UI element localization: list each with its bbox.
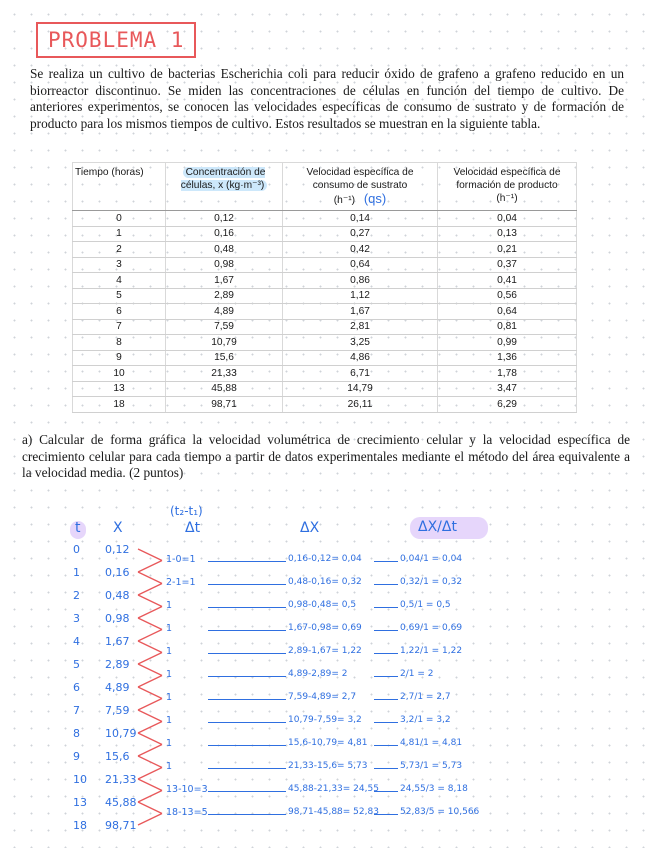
t-value: 2 xyxy=(73,589,80,602)
header-dt: Δt xyxy=(185,520,201,536)
t-value: 7 xyxy=(73,704,80,717)
table-cell: 9 xyxy=(73,350,166,366)
table-cell: 1 xyxy=(73,226,166,242)
zigzag-line xyxy=(138,607,162,619)
zigzag-line xyxy=(138,641,162,653)
table-cell: 0,37 xyxy=(438,257,577,273)
table-cell: 4 xyxy=(73,273,166,289)
table-cell: 0,56 xyxy=(438,288,577,304)
t-value: 5 xyxy=(73,658,80,671)
table-cell: 1,67 xyxy=(166,273,283,289)
table-cell: 0,42 xyxy=(283,242,438,258)
dt-value: 1-0=1 xyxy=(166,553,196,565)
zigzag-line xyxy=(138,653,162,665)
problem-statement: Se realiza un cultivo de bacterias Escherichia coli para reducir óxido de grafeno a grafeno reducido en un biorreactor discontinuo. Se miden las concentraciones de células en función del tiempo de cultivo. De anteriores experimentos, se conocen las velocidades específicas de consumo de sustrato y de formación de producto para los mismos tiempos de cultivo. Estos resultados se muestran en la siguiente tabla. xyxy=(30,66,624,131)
dt-value: 1 xyxy=(166,760,173,772)
x-value: 21,33 xyxy=(105,773,137,786)
table-cell: 14,79 xyxy=(283,381,438,397)
table-cell: 98,71 xyxy=(166,397,283,413)
x-value: 98,71 xyxy=(105,819,137,832)
zigzag-line xyxy=(138,745,162,757)
x-value: 15,6 xyxy=(105,750,130,763)
table-cell: 6 xyxy=(73,304,166,320)
table-cell: 10 xyxy=(73,366,166,382)
dx-value: 2,89-1,67= 1,22 xyxy=(288,645,362,656)
table-cell: 0,98 xyxy=(166,257,283,273)
table-cell: 0,99 xyxy=(438,335,577,351)
ratio-value: 0,32/1 = 0,32 xyxy=(400,576,463,587)
table-cell: 1,78 xyxy=(438,366,577,382)
zigzag-line xyxy=(138,595,162,607)
zigzag-line xyxy=(138,664,162,676)
dx-value: 1,67-0,98= 0,69 xyxy=(288,622,362,633)
x-value: 0,98 xyxy=(105,612,130,625)
table-cell: 1,67 xyxy=(283,304,438,320)
t-value: 3 xyxy=(73,612,80,625)
table-cell: 6,29 xyxy=(438,397,577,413)
dx-value: 0,98-0,48= 0,5 xyxy=(288,599,357,610)
table-cell: 0,48 xyxy=(166,242,283,258)
x-value: 7,59 xyxy=(105,704,130,717)
header-t: t xyxy=(75,520,81,536)
table-cell: 5 xyxy=(73,288,166,304)
header-dt-note: (t₂-t₁) xyxy=(170,504,203,518)
table-cell: 0,04 xyxy=(438,211,577,227)
table-cell: 0,21 xyxy=(438,242,577,258)
ratio-value: 2/1 = 2 xyxy=(400,668,434,679)
table-cell: 13 xyxy=(73,381,166,397)
dx-value: 10,79-7,59= 3,2 xyxy=(288,714,362,725)
dx-value: 98,71-45,88= 52,83 xyxy=(288,806,379,817)
table-cell: 45,88 xyxy=(166,381,283,397)
ratio-value: 1,22/1 = 1,22 xyxy=(400,645,463,656)
t-value: 13 xyxy=(73,796,87,809)
zigzag-line xyxy=(138,791,162,803)
dx-value: 21,33-15,6= 5,73 xyxy=(288,760,368,771)
table-cell: 2,81 xyxy=(283,319,438,335)
table-cell: 18 xyxy=(73,397,166,413)
ratio-value: 0,69/1 = 0,69 xyxy=(400,622,463,633)
table-unit: (h⁻¹) xyxy=(333,195,355,206)
dt-value: 1 xyxy=(166,691,173,703)
ratio-value: 24,55/3 = 8,18 xyxy=(400,783,468,794)
t-value: 0 xyxy=(73,543,80,556)
table-cell: 0,16 xyxy=(166,226,283,242)
table-cell: 1,12 xyxy=(283,288,438,304)
dt-value: 1 xyxy=(166,714,173,726)
zigzag-line xyxy=(138,687,162,699)
table-cell: 4,89 xyxy=(166,304,283,320)
x-value: 2,89 xyxy=(105,658,130,671)
x-value: 0,12 xyxy=(105,543,130,556)
dt-value: 13-10=3 xyxy=(166,783,208,795)
x-value: 4,89 xyxy=(105,681,130,694)
header-dx: ΔX xyxy=(300,520,320,536)
zigzag-line xyxy=(138,802,162,814)
table-cell: 0,64 xyxy=(283,257,438,273)
table-cell: 3,47 xyxy=(438,381,577,397)
question-a: a) Calcular de forma gráfica la velocidad volumétrica de crecimiento celular y la velocidad específica de crecimiento celular para cada tiempo a partir de datos experimentales mediante el método del área equivalente a la velocidad media. (2 puntos) xyxy=(22,432,630,481)
zigzag-line xyxy=(138,756,162,768)
zigzag-line xyxy=(138,676,162,688)
dt-value: 1 xyxy=(166,645,173,657)
zigzag-line xyxy=(138,814,162,826)
ratio-value: 4,81/1 = 4,81 xyxy=(400,737,463,748)
t-value: 9 xyxy=(73,750,80,763)
dx-value: 0,16-0,12= 0,04 xyxy=(288,553,362,564)
x-value: 10,79 xyxy=(105,727,137,740)
x-value: 45,88 xyxy=(105,796,137,809)
table-cell: 4,86 xyxy=(283,350,438,366)
header-ratio: ΔX/Δt xyxy=(418,519,457,535)
dx-value: 4,89-2,89= 2 xyxy=(288,668,348,679)
zigzag-line xyxy=(138,561,162,573)
t-value: 10 xyxy=(73,773,87,786)
zigzag-line xyxy=(138,584,162,596)
table-header-concentration: Concentración de células, x (kg·m⁻³) xyxy=(166,163,283,211)
table-cell: 2 xyxy=(73,242,166,258)
table-cell: 15,6 xyxy=(166,350,283,366)
dt-value: 1 xyxy=(166,622,173,634)
dt-value: 1 xyxy=(166,737,173,749)
table-cell: 10,79 xyxy=(166,335,283,351)
table-cell: 0,27 xyxy=(283,226,438,242)
dx-value: 15,6-10,79= 4,81 xyxy=(288,737,368,748)
zigzag-line xyxy=(138,733,162,745)
table-cell: 0,14 xyxy=(283,211,438,227)
zigzag-line xyxy=(138,572,162,584)
table-cell: 8 xyxy=(73,335,166,351)
table-cell: 0,81 xyxy=(438,319,577,335)
table-header-time: Tiempo (horas) xyxy=(73,163,166,211)
qs-annotation: (qs) xyxy=(363,191,387,206)
zigzag-line xyxy=(138,768,162,780)
dt-value: 1 xyxy=(166,599,173,611)
table-unit: (h⁻¹) xyxy=(496,193,518,204)
table-cell: 3,25 xyxy=(283,335,438,351)
ratio-value: 2,7/1 = 2,7 xyxy=(400,691,451,702)
x-value: 1,67 xyxy=(105,635,130,648)
table-cell: 3 xyxy=(73,257,166,273)
dt-value: 1 xyxy=(166,668,173,680)
ratio-value: 52,83/5 = 10,566 xyxy=(400,806,480,817)
dt-value: 18-13=5 xyxy=(166,806,208,818)
zigzag-line xyxy=(138,618,162,630)
zigzag-line xyxy=(138,630,162,642)
zigzag-line xyxy=(138,549,162,561)
problem-title: PROBLEMA 1 xyxy=(36,22,196,58)
dx-value: 0,48-0,16= 0,32 xyxy=(288,576,362,587)
table-cell: 2,89 xyxy=(166,288,283,304)
table-cell: 21,33 xyxy=(166,366,283,382)
table-cell: 26,11 xyxy=(283,397,438,413)
t-value: 4 xyxy=(73,635,80,648)
dx-value: 45,88-21,33= 24,55 xyxy=(288,783,379,794)
ratio-value: 3,2/1 = 3,2 xyxy=(400,714,451,725)
table-header-product-rate: Velocidad específica de formación de producto (h⁻¹) xyxy=(438,163,577,211)
ratio-value: 5,73/1 = 5,73 xyxy=(400,760,463,771)
table-cell: 7,59 xyxy=(166,319,283,335)
table-cell: 1,36 xyxy=(438,350,577,366)
t-value: 1 xyxy=(73,566,80,579)
zigzag-line xyxy=(138,699,162,711)
zigzag-line xyxy=(138,779,162,791)
table-cell: 0,41 xyxy=(438,273,577,289)
table-cell: 0,12 xyxy=(166,211,283,227)
dt-value: 2-1=1 xyxy=(166,576,196,588)
ratio-value: 0,5/1 = 0,5 xyxy=(400,599,451,610)
t-value: 8 xyxy=(73,727,80,740)
table-header-substrate-rate: Velocidad específica de consumo de sustrato (h⁻¹) (qs) xyxy=(283,163,438,211)
x-value: 0,16 xyxy=(105,566,130,579)
t-value: 18 xyxy=(73,819,87,832)
table-cell: 0,64 xyxy=(438,304,577,320)
table-cell: 0,86 xyxy=(283,273,438,289)
dx-value: 7,59-4,89= 2,7 xyxy=(288,691,357,702)
table-cell: 7 xyxy=(73,319,166,335)
ratio-value: 0,04/1 = 0,04 xyxy=(400,553,463,564)
zigzag-line xyxy=(138,710,162,722)
table-cell: 0 xyxy=(73,211,166,227)
table-cell: 6,71 xyxy=(283,366,438,382)
t-value: 6 xyxy=(73,681,80,694)
zigzag-line xyxy=(138,722,162,734)
header-x: X xyxy=(113,520,123,536)
table-cell: 0,13 xyxy=(438,226,577,242)
x-value: 0,48 xyxy=(105,589,130,602)
